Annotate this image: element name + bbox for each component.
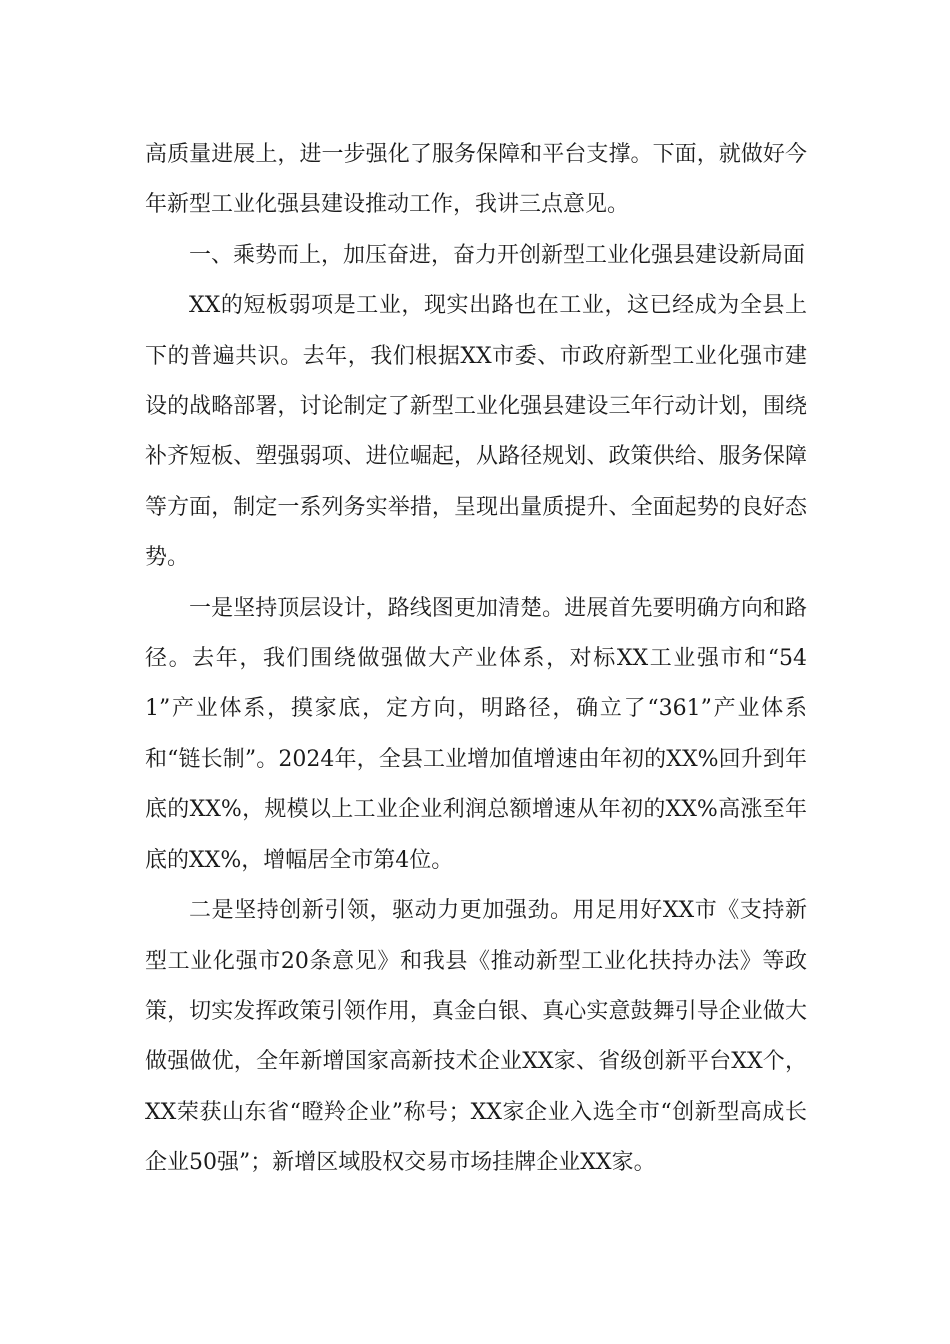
paragraph-intro: 高质量进展上，进一步强化了服务保障和平台支撑。下面，就做好今年新型工业化强县建设推动工作，我讲三点意见。 — [145, 142, 807, 218]
section-heading-1: 一、乘势而上，加压奋进，奋力开创新型工业化强县建设新局面 — [189, 242, 806, 268]
paragraph-point-1: 一是坚持顶层设计，路线图更加清楚。进展首先要明确方向和路径。去年，我们围绕做强做大产业体系，对标XX工业强市和“541”产业体系，摸家底，定方向，明路径，确立了“361”产业体系和“链长制”。2024年，全县工业增加值增速由年初的XX%回升到年底的XX%，规模以上工业企业利润总额增速从年初的XX%高涨至年底的XX%，增幅居全市第4位。 — [145, 595, 807, 873]
document-body — [145, 130, 807, 1189]
paragraph-point-2: 二是坚持创新引领，驱动力更加强劲。用足用好XX市《支持新型工业化强市20条意见》和我县《推动新型工业化扶持办法》等政策，切实发挥政策引领作用，真金白银、真心实意鼓舞引导企业做大做强做优，全年新增国家高新技术企业XX家、省级创新平台XX个，XX荣获山东省“瞪羚企业”称号；XX家企业入选全市“创新型高成长企业50强”；新增区域股权交易市场挂牌企业XX家。 — [145, 898, 807, 1176]
paragraph-overview: XX的短板弱项是工业，现实出路也在工业，这已经成为全县上下的普遍共识。去年，我们根据XX市委、市政府新型工业化强市建设的战略部署，讨论制定了新型工业化强县建设三年行动计划，围绕补齐短板、塑强弱项、进位崛起，从路径规划、政策供给、服务保障等方面，制定一系列务实举措，呈现出量质提升、全面起势的良好态势。 — [145, 293, 807, 571]
